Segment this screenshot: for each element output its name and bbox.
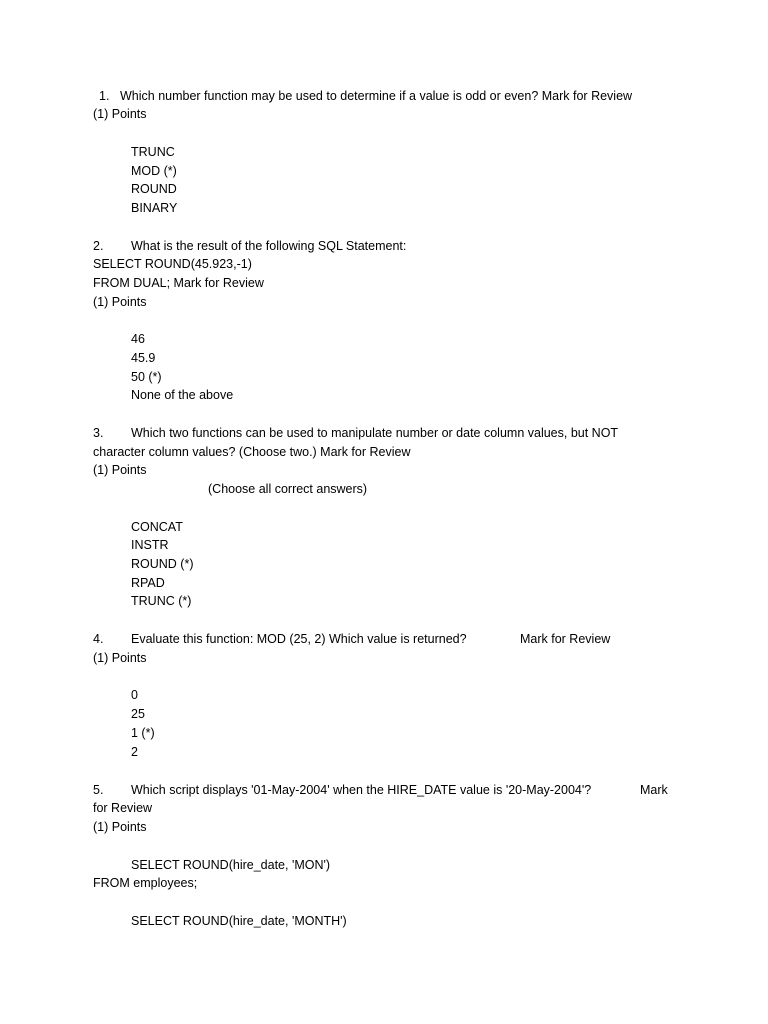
q2-number: 2. bbox=[93, 239, 104, 253]
q5-mark-cont: for Review bbox=[93, 801, 153, 815]
q5-option-code-line: SELECT ROUND(hire_date, 'MONTH') bbox=[131, 914, 347, 928]
q2-code-line: SELECT ROUND(45.923,-1) bbox=[93, 257, 252, 271]
q2-points: (1) Points bbox=[93, 295, 147, 309]
q2-option: None of the above bbox=[131, 388, 234, 402]
q1-option: TRUNC bbox=[131, 145, 175, 159]
q3-number: 3. bbox=[93, 426, 104, 440]
q4-option: 0 bbox=[131, 688, 138, 702]
q3-option: ROUND (*) bbox=[131, 557, 194, 571]
q4-mark-for-review: Mark for Review bbox=[520, 632, 611, 646]
q5-option-code-line: FROM employees; bbox=[93, 876, 198, 890]
q2-code-line: FROM DUAL; Mark for Review bbox=[93, 276, 264, 290]
q3-option: CONCAT bbox=[131, 520, 183, 534]
q4-option: 1 (*) bbox=[131, 726, 155, 740]
q3-option: RPAD bbox=[131, 576, 165, 590]
q3-points: (1) Points bbox=[93, 463, 147, 477]
q1-points: (1) Points bbox=[93, 107, 147, 121]
q4-question: Evaluate this function: MOD (25, 2) Which value is returned? bbox=[131, 632, 467, 646]
q5-points: (1) Points bbox=[93, 820, 147, 834]
q3-question: Which two functions can be used to manipulate number or date column values, but NOT bbox=[131, 426, 619, 440]
q2-question: What is the result of the following SQL Statement: bbox=[131, 239, 407, 253]
q5-option-code-line: SELECT ROUND(hire_date, 'MON') bbox=[131, 858, 331, 872]
q2-option: 50 (*) bbox=[131, 370, 162, 384]
q1-option: MOD (*) bbox=[131, 164, 177, 178]
q4-option: 2 bbox=[131, 745, 138, 759]
q3-option: TRUNC (*) bbox=[131, 594, 192, 608]
q1-option: BINARY bbox=[131, 201, 178, 215]
q2-option: 46 bbox=[131, 332, 145, 346]
q2-option: 45.9 bbox=[131, 351, 156, 365]
q1-number: 1. bbox=[99, 89, 110, 103]
q1-option: ROUND bbox=[131, 182, 177, 196]
q3-note: (Choose all correct answers) bbox=[208, 482, 368, 496]
q3-option: INSTR bbox=[131, 538, 169, 552]
q4-option: 25 bbox=[131, 707, 145, 721]
q5-question: Which script displays '01-May-2004' when the HIRE_DATE value is '20-May-2004'? bbox=[131, 783, 592, 797]
q5-mark: Mark bbox=[640, 783, 668, 797]
q4-number: 4. bbox=[93, 632, 104, 646]
q3-question-cont: character column values? (Choose two.) Mark for Review bbox=[93, 445, 411, 459]
q5-number: 5. bbox=[93, 783, 104, 797]
q1-question: Which number function may be used to determine if a value is odd or even? Mark for Review bbox=[120, 89, 633, 103]
q4-points: (1) Points bbox=[93, 651, 147, 665]
